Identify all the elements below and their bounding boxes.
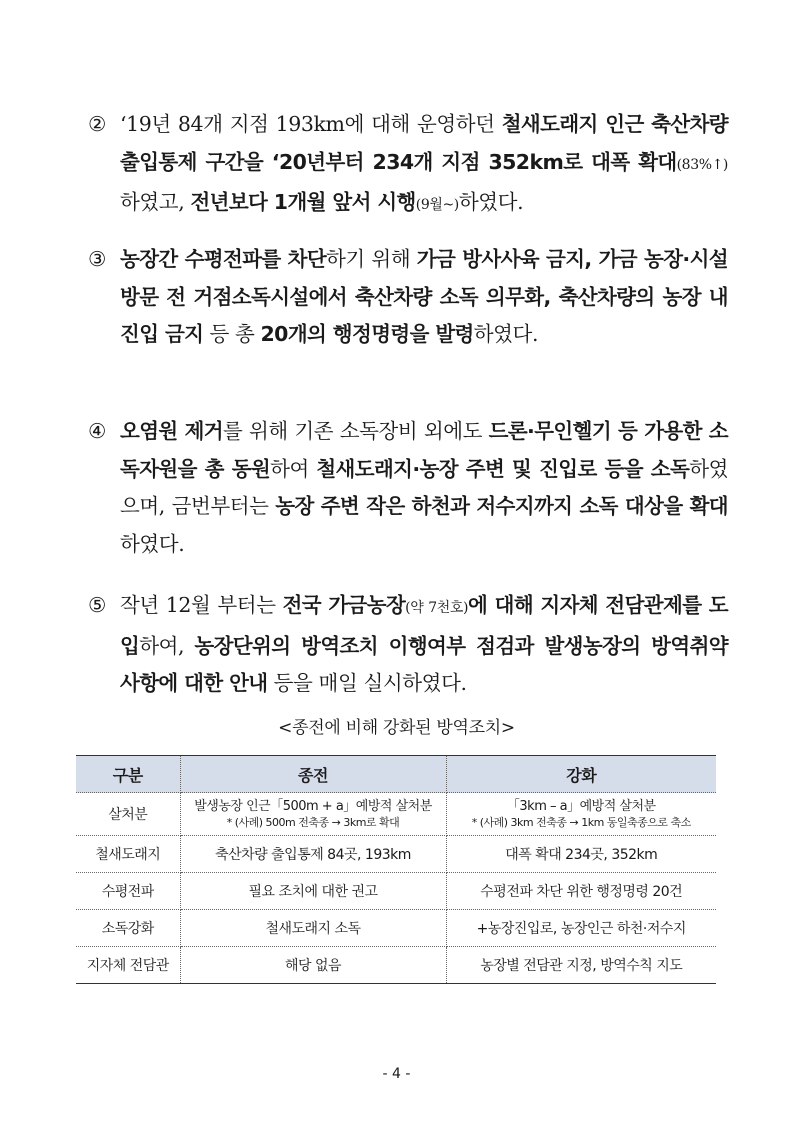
item-text [120, 106, 728, 225]
header-category: 구분 [76, 756, 180, 793]
emphasized-text: 오염원 제거 [120, 419, 223, 443]
text-run: 하였고, [120, 190, 191, 214]
table-caption: <종전에 비해 강화된 방역조치> [278, 718, 515, 738]
text-run: 하였으며, 금번부터는 [120, 456, 728, 518]
text-run: 하여 [270, 456, 317, 481]
parenthetical-note: (83%↑) [676, 156, 728, 173]
paragraph-item-3 [88, 241, 728, 354]
emphasized-text: 농장단위의 방역조치 이행여부 점검과 발생농장의 방역취약 사항에 대한 안내 [120, 633, 728, 695]
row-previous: 축산차량 출입통제 84곳, 193km [180, 836, 446, 873]
row-strengthened [446, 793, 716, 836]
measures-comparison-table [76, 755, 716, 984]
row-category: 지자체 전담관 [76, 947, 180, 984]
row-previous: 필요 조치에 대한 권고 [180, 873, 446, 910]
row-previous: 철새도래지 소독 [180, 910, 446, 947]
row-previous [180, 793, 446, 836]
row-category: 살처분 [76, 793, 180, 836]
text-run: 하였다. [120, 531, 185, 556]
row-strengthened: +농장진입로, 농장인근 하천·저수지 [446, 910, 716, 947]
paragraph-item-2 [88, 106, 728, 225]
emphasized-text: 철새도래지·농장 주변 및 진입로 등을 소독 [316, 456, 690, 481]
parenthetical-note: (9월~) [415, 197, 459, 213]
text-run: 하였다. [473, 322, 539, 346]
text-run: 하기 위해 [326, 247, 417, 271]
text-run: 등 총 [203, 322, 261, 346]
cell-main-text: 「3km – a」예방적 살처분 [506, 798, 656, 814]
header-previous: 종전 [180, 756, 446, 793]
emphasized-text: 농장 주변 작은 하천과 저수지까지 소독 대상을 확대 [275, 494, 729, 518]
row-strengthened: 대폭 확대 234곳, 352km [446, 836, 716, 873]
emphasized-text: 전년보다 1개월 앞서 시행 [190, 190, 416, 214]
table-row [76, 873, 716, 910]
parenthetical-note: (약 7천호) [405, 600, 469, 616]
emphasized-text: 전국 가금농장 [282, 593, 406, 617]
table-row [76, 793, 716, 836]
item-number: ⑤ [88, 593, 106, 617]
row-strengthened: 수평전파 차단 위한 행정명령 20건 [446, 873, 716, 910]
emphasized-text: 드론·무인헬기 등 가용한 소독자원을 총 동원 [120, 419, 728, 481]
text-run: 를 위해 기존 소독장비 외에도 [223, 419, 489, 443]
row-category: 철새도래지 [76, 836, 180, 873]
row-category: 수평전파 [76, 873, 180, 910]
emphasized-text: 가금 방사사육 금지, 가금 농장·시설 방문 전 거점소독시설에서 축산차량 소독 의무화, 축산차량의 농장 내 진입 금지 [120, 247, 728, 346]
text-run: 작년 12월 부터는 [120, 593, 283, 617]
item-text [120, 587, 728, 703]
emphasized-text: 에 대해 지자체 전담관제를 도입 [120, 593, 728, 658]
cell-note-text: * (사례) 3km 전축종 → 1km 동일축종으로 축소 [471, 815, 691, 829]
emphasized-text: 20개의 행정명령을 발령 [260, 322, 474, 346]
row-strengthened: 농장별 전담관 지정, 방역수칙 지도 [446, 947, 716, 984]
paragraph-item-5 [88, 587, 728, 703]
item-text [120, 413, 728, 563]
table-row [76, 836, 716, 873]
cell-note-text: * (사례) 500m 전축종 → 3km로 확대 [226, 815, 400, 829]
text-run: 하였다. [458, 190, 524, 214]
table-header-row [76, 756, 716, 793]
table-row [76, 947, 716, 984]
emphasized-text: 철새도래지 인근 축산차량 출입통제 구간을 ‘20년부터 234개 지점 352km로 대폭 확대 [120, 112, 728, 174]
cell-main-text: 발생농장 인근「500m + a」예방적 살처분 [194, 798, 432, 814]
emphasized-text: 농장간 수평전파를 차단 [120, 247, 327, 271]
item-number: ③ [88, 247, 106, 271]
table-row [76, 910, 716, 947]
item-text [120, 241, 728, 354]
row-previous: 해당 없음 [180, 947, 446, 984]
row-category: 소독강화 [76, 910, 180, 947]
item-number: ② [88, 112, 106, 136]
header-strengthened: 강화 [446, 756, 716, 793]
page-number: - 4 - [382, 1066, 411, 1082]
item-number: ④ [88, 419, 106, 443]
text-run: 하여, [139, 633, 195, 658]
text-run: 등을 매일 실시하였다. [267, 671, 467, 695]
paragraph-item-4 [88, 413, 728, 563]
text-run: ‘19년 84개 지점 193km에 대해 운영하던 [120, 112, 502, 136]
